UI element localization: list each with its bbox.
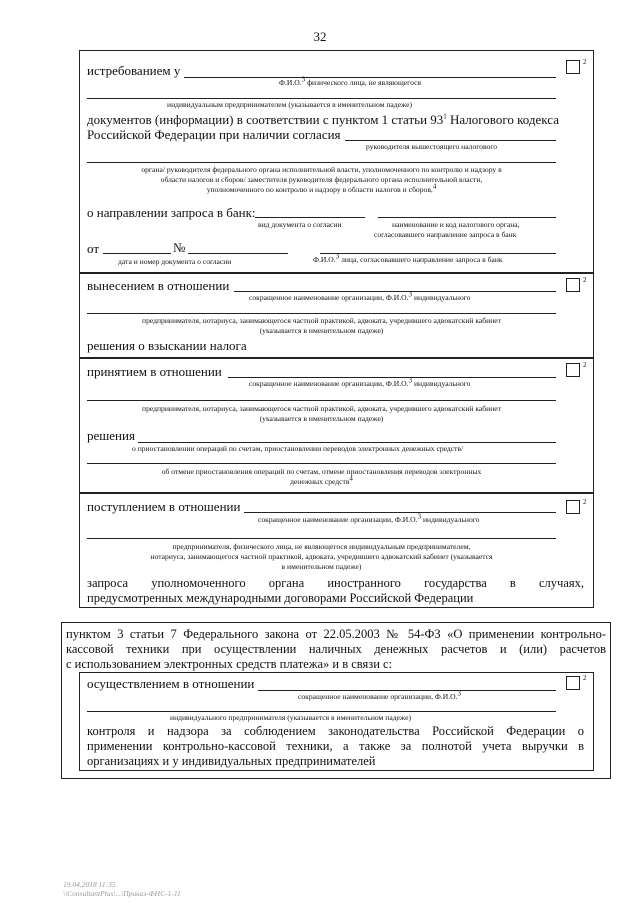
- head-caption: руководителя вышестоящего налогового: [366, 142, 498, 151]
- date-num-caption: дата и номер документа о согласии: [118, 257, 232, 266]
- fio-field-line-2[interactable]: [87, 98, 556, 99]
- cancel-caption: об отмене приостановления операций по счетам, отмене приостановления переводов электронных денежных средств$^4$: [161, 467, 482, 486]
- doc-kind-field[interactable]: [255, 217, 365, 218]
- control-label: осуществлением в отношении: [87, 676, 255, 691]
- fio-bank-caption: Ф.И.О.$^3$ лица, согласовавшего направление запроса в банк: [313, 252, 503, 264]
- ruling-ip-caption: предпринимателя, нотариуса, занимающегося частной практикой, адвоката, учредившего адвокатский кабинет (указывается в именительном падеже): [142, 316, 501, 335]
- consent-line: Российской Федерации при наличии согласия: [87, 127, 341, 142]
- control-text-line-1: контроля и надзора за соблюдением законодательства Российской Федерации о: [87, 724, 584, 738]
- control-org-field-2[interactable]: [87, 711, 556, 712]
- ip-caption: индивидуальным предпринимателем (указывается в именительном падеже): [167, 100, 413, 109]
- doc-kind-caption: вид документа о согласии: [258, 220, 342, 229]
- tax-organ-caption-2: согласовавшего направление запроса в банк: [374, 230, 517, 239]
- receipt-text-line-1: запроса уполномоченного органа иностранного государства в случаях,: [87, 576, 584, 590]
- checkbox-control[interactable]: [566, 676, 580, 690]
- page-number: 32: [313, 29, 327, 44]
- footnote-mark: 2: [583, 361, 587, 369]
- footnote-mark: 2: [583, 276, 587, 284]
- adoption-org-field[interactable]: [228, 377, 556, 378]
- tax-organ-caption-1: наименование и код налогового органа,: [392, 220, 520, 229]
- footnote-mark: 2: [583, 58, 587, 66]
- control-text-line-2: применении контрольно-кассовой техники, а также за полнотой учета выручки в: [87, 739, 584, 753]
- control-text-line-3: организациях и у индивидуальных предпринимателей: [87, 754, 376, 768]
- adoption-decision-field[interactable]: [138, 442, 556, 443]
- adoption-ip-caption: предпринимателя, нотариуса, занимающегося частной практикой, адвоката, учредившего адвокатский кабинет (указывается в именительном падеже): [142, 404, 501, 423]
- bank-request-line: о направлении запроса в банк:: [87, 205, 256, 220]
- number-sign: №: [173, 240, 186, 255]
- checkbox-demand[interactable]: [566, 60, 580, 74]
- footnote-mark: 2: [583, 498, 587, 506]
- demand-label: истребованием у: [87, 63, 181, 78]
- checkbox-ruling[interactable]: [566, 278, 580, 292]
- ruling-label: вынесением в отношении: [87, 278, 230, 293]
- consent-field-line-2[interactable]: [87, 162, 556, 163]
- fio-caption: Ф.И.О.$^3$ физического лица, не являющегося: [279, 75, 421, 87]
- law-text-line-3: с использованием электронных средств платежа» и в связи с:: [66, 657, 393, 671]
- date-field[interactable]: [103, 253, 171, 254]
- control-org-field[interactable]: [258, 690, 556, 691]
- footnote-mark: 2: [583, 674, 587, 682]
- law-text-line-2: кассовой техники при осуществлении наличных денежных расчетов и (или) расчетов: [66, 642, 606, 656]
- number-field[interactable]: [188, 253, 288, 254]
- receipt-org-field-2[interactable]: [87, 538, 556, 539]
- control-ip-caption: индивидуального предпринимателя (указывается в именительном падеже): [170, 713, 411, 722]
- law-text-line-1: пунктом 3 статьи 7 Федерального закона от 22.05.2003 № 54-ФЗ «О применении контрольно-: [66, 627, 606, 641]
- consent-field-line[interactable]: [345, 140, 556, 141]
- checkbox-adoption[interactable]: [566, 363, 580, 377]
- checkbox-receipt[interactable]: [566, 500, 580, 514]
- adoption-org-field-2[interactable]: [87, 400, 556, 401]
- tax-organ-field[interactable]: [378, 217, 556, 218]
- ruling-decision-line: решения о взыскании налога: [87, 338, 247, 353]
- ruling-org-field[interactable]: [234, 291, 556, 292]
- suspend-caption: о приостановлении операций по счетам, приостановлении переводов электронных денежных средств/: [132, 444, 464, 453]
- adoption-decision-field-2[interactable]: [87, 463, 556, 464]
- receipt-org-field[interactable]: [244, 512, 556, 513]
- fio-bank-field[interactable]: [320, 253, 556, 254]
- documents-line: документов (информации) в соответствии с пунктом 1 статьи $93^1$ Налогового кодекса: [87, 112, 559, 127]
- receipt-label: поступлением в отношении: [87, 499, 241, 514]
- adoption-org-caption: сокращенное наименование организации, Ф.И.О.$^3$ индивидуального: [249, 376, 471, 388]
- adoption-label: принятием в отношении: [87, 364, 222, 379]
- adoption-decision-label: решения: [87, 428, 135, 443]
- receipt-text-line-2: предусмотренных международными договорами Российской Федерации: [87, 591, 474, 605]
- control-org-caption: сокращенное наименование организации, Ф.И.О.$^3$: [298, 689, 462, 701]
- ruling-org-caption: сокращенное наименование организации, Ф.И.О.$^3$ индивидуального: [249, 290, 471, 302]
- date-from-label: от: [87, 241, 100, 256]
- print-stamp: 19.04.2018 11:35 \\ConsultantPlus\...\Приказ-ФНС-1-11: [63, 880, 181, 898]
- receipt-ip-caption: предпринимателя, физического лица, не являющегося индивидуальным предпринимателем, нотариуса, занимающегося частной практикой, адвоката, учредившего адвокатский кабинет (указывается в именительном падеже): [150, 542, 493, 571]
- receipt-org-caption: сокращенное наименование организации, Ф.И.О.$^3$ индивидуального: [258, 512, 480, 524]
- organ-caption: органа/ руководителя федерального органа исполнительной власти, уполномоченного по контролю и надзору в области налогов и сборов/ заместителя руководителя федерального органа исполнительной власти, уполномоченного по контролю и надзору в области налогов и сборов,$^4$: [141, 165, 502, 194]
- ruling-org-field-2[interactable]: [87, 313, 556, 314]
